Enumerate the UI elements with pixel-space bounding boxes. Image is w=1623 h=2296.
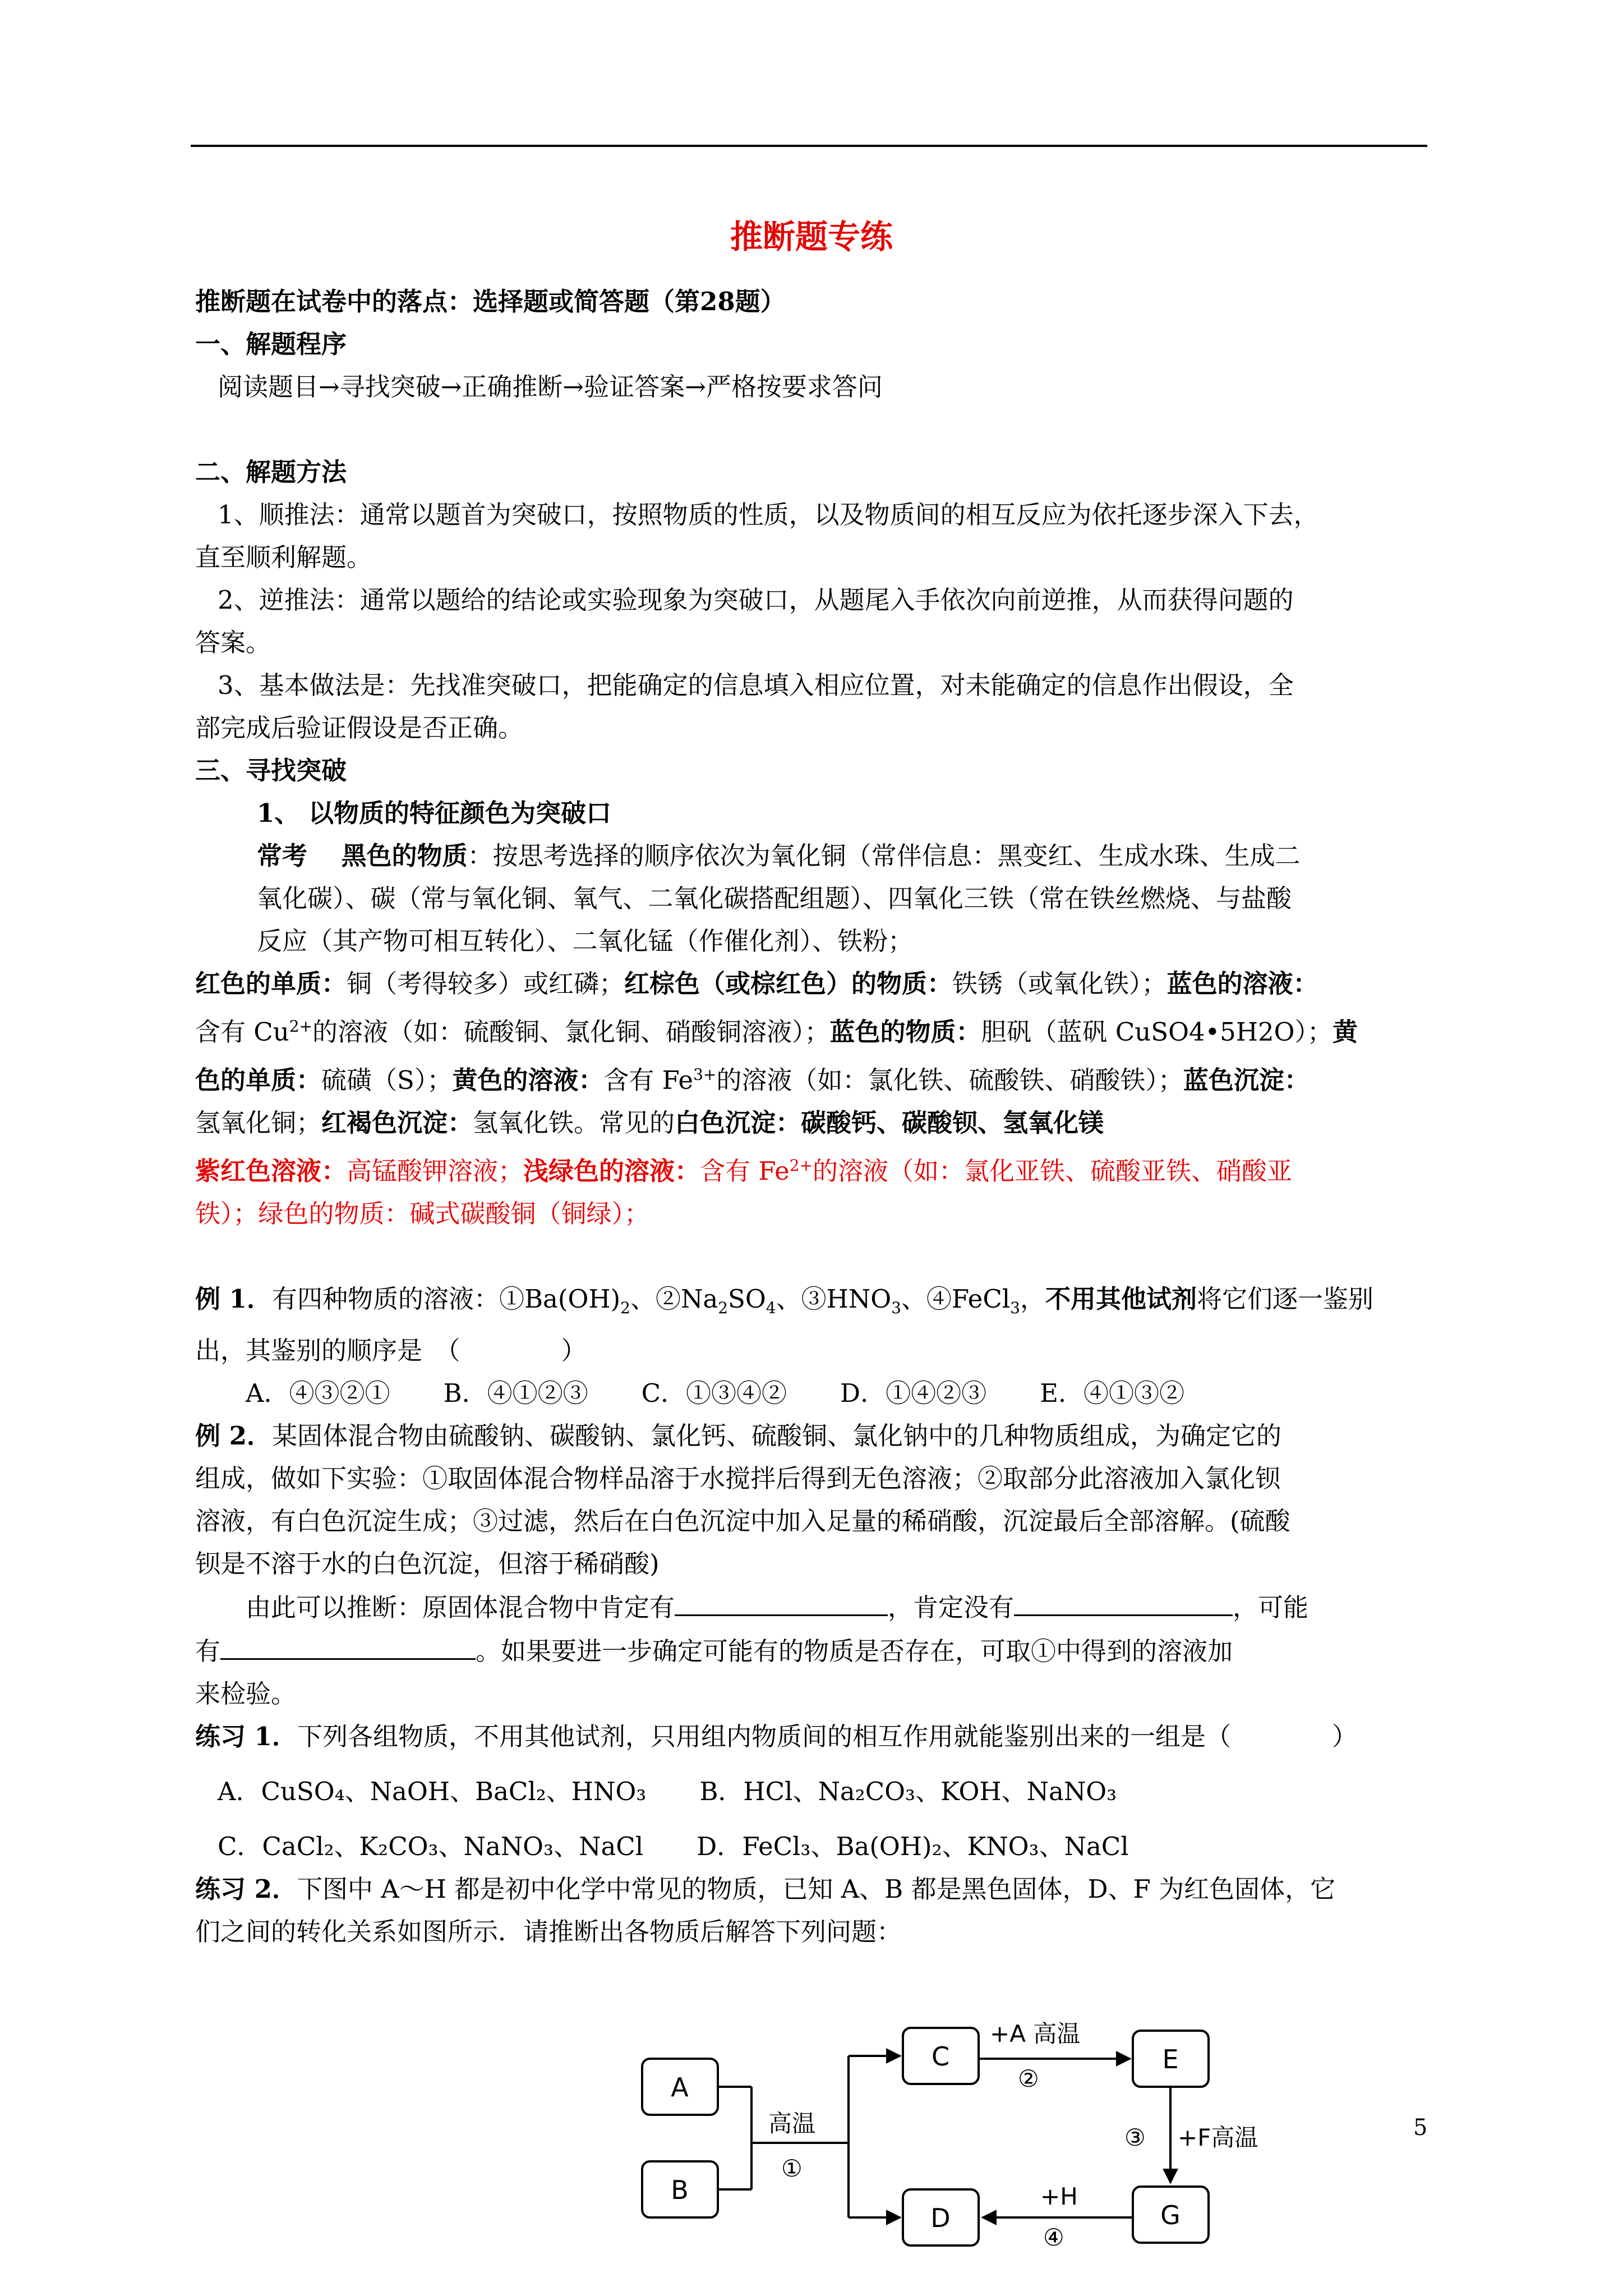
reaction-1-condition: 高温 xyxy=(768,2110,816,2137)
example1-line1: 例 1．有四种物质的溶液：$①Ba(OH)_2$、$②Na_2SO_4$、$③HNO_3$、④FeCl$_3$，不用其他试剂将它们逐一鉴别 xyxy=(195,1284,1374,1317)
page-title: 推断题专练 xyxy=(730,218,893,256)
node-c-label: C xyxy=(931,2041,950,2072)
practice1-option-a: A．CuSO₄、NaOH、BaCl₂、HNO₃ xyxy=(218,1777,647,1806)
answer-blank-possible[interactable] xyxy=(220,1629,476,1660)
example2-line7: 来检验。 xyxy=(195,1679,297,1709)
reaction-3-number: ③ xyxy=(1124,2124,1146,2151)
practice2-line2: 们之间的转化关系如图所示．请推断出各物质后解答下列问题： xyxy=(195,1917,902,1947)
method1-line1: 1、顺推法：通常以题首为突破口，按照物质的性质，以及物质间的相互反应为依托逐步深入下去， xyxy=(218,500,1319,530)
section3-heading: 三、寻找突破 xyxy=(195,756,347,785)
reaction-4-condition: +H xyxy=(1040,2183,1078,2210)
colors-line5: 紫红色溶液：高锰酸钾溶液；浅绿色的溶液：含有 $Fe^{2+}$的溶液（如：氯化亚铁、硫酸亚铁、硝酸亚 xyxy=(195,1156,1293,1186)
practice1-line1: 练习 1．下列各组物质，不用其他试剂，只用组内物质间的相互作用就能鉴别出来的一组是（ ） xyxy=(195,1722,1357,1751)
colors-line6: 铁）；绿色的物质：碱式碳酸铜（铜绿）； xyxy=(195,1199,650,1228)
black-substances-label: 常考 黑色的物质 xyxy=(257,841,468,871)
answer-blank-absent[interactable] xyxy=(1014,1585,1233,1616)
method3-line1: 3、基本做法是：先找准突破口，把能确定的信息填入相应位置，对未能确定的信息作出假设，全 xyxy=(218,670,1294,700)
reaction-diagram xyxy=(631,2011,1258,2275)
example1-option-d: D．①④②③ xyxy=(840,1378,987,1408)
example1-option-c: C．①③④② xyxy=(641,1378,787,1408)
page-number: 5 xyxy=(1413,2115,1428,2141)
colors-line4: 氢氧化铜；红褐色沉淀：氢氧化铁。常见的白色沉淀：碳酸钙、碳酸钡、氢氧化镁 xyxy=(195,1108,1104,1138)
practice2-line1: 练习 2．下图中 A～H 都是初中化学中常见的物质，已知 A、B 都是黑色固体，D、F 为红色固体，它 xyxy=(195,1874,1336,1904)
answer-blank-definite[interactable] xyxy=(675,1585,888,1616)
reaction-2-condition: +A 高温 xyxy=(990,2020,1081,2047)
header-rule xyxy=(191,145,1427,147)
section1-heading: 一、解题程序 xyxy=(195,329,347,359)
node-a-label: A xyxy=(671,2072,689,2102)
practice1-options-row1 xyxy=(195,1770,1429,1813)
colors-line2: 含有 $Cu^{2+}$的溶液（如：硫酸铜、氯化铜、硝酸铜溶液）；蓝色的物质：胆矾（蓝矾 CuSO4•5H2O）；黄 xyxy=(195,1017,1358,1047)
example1-option-e: E．④①③② xyxy=(1040,1378,1184,1408)
colors-line3: 色的单质：硫磺（S）；黄色的溶液：含有 $Fe^{3+}$的溶液（如：氯化铁、硫酸铁、硝酸铁）；蓝色沉淀： xyxy=(195,1065,1310,1095)
section3-subheading: 1、 以物质的特征颜色为突破口 xyxy=(257,798,611,828)
method3-line2: 部完成后验证假设是否正确。 xyxy=(195,713,524,743)
document-body xyxy=(195,280,1429,1953)
reaction-3-condition: +F高温 xyxy=(1178,2124,1258,2151)
example2-line1: 例 2．某固体混合物由硫酸钠、碳酸钠、氯化钙、硫酸铜、氯化钠中的几种物质组成，为确定它的 xyxy=(195,1421,1281,1451)
practice1-options-row2 xyxy=(195,1825,1429,1868)
example2-line6: 有 。如果要进一步确定可能有的物质是否存在，可取①中得到的溶液加 xyxy=(195,1629,1429,1673)
node-d-label: D xyxy=(930,2203,951,2233)
example2-line5: 由此可以推断：原固体混合物中肯定有 ，肯定没有 ，可能 xyxy=(195,1585,1429,1629)
example2-line3: 溶液，有白色沉淀生成；③过滤，然后在白色沉淀中加入足量的稀硝酸，沉淀最后全部溶解。(硫酸 xyxy=(195,1506,1290,1536)
reaction-2-number: ② xyxy=(1018,2065,1039,2092)
black-substances-line1: 常考 黑色的物质：按思考选择的顺序依次为氧化铜（常伴信息：黑变红、生成水珠、生成二 xyxy=(257,841,1301,871)
example1-options xyxy=(195,1372,1429,1415)
section1-text: 阅读题目→寻找突破→正确推断→验证答案→严格按要求答问 xyxy=(218,372,883,402)
practice1-option-c: C．CaCl₂、K₂CO₃、NaNO₃、NaCl xyxy=(218,1832,644,1861)
reaction-1-number: ① xyxy=(781,2155,803,2182)
black-substances-line2: 氧化碳）、碳（常与氧化铜、氧气、二氧化碳搭配组题）、四氧化三铁（常在铁丝燃烧、与盐酸 xyxy=(257,884,1292,913)
method1-line2: 直至顺利解题。 xyxy=(195,542,372,572)
black-substances-line3: 反应（其产物可相互转化）、二氧化锰（作催化剂）、铁粉； xyxy=(257,926,914,956)
section2-heading: 二、解题方法 xyxy=(195,457,347,487)
reaction-4-number: ④ xyxy=(1043,2224,1064,2251)
node-b-label: B xyxy=(671,2175,689,2205)
practice1-option-d: D．FeCl₃、Ba(OH)₂、KNO₃、NaCl xyxy=(697,1832,1129,1861)
practice1-option-b: B．HCl、Na₂CO₃、KOH、NaNO₃ xyxy=(699,1777,1117,1806)
example2-line2: 组成，做如下实验：①取固体混合物样品溶于水搅拌后得到无色溶液；②取部分此溶液加入氯化钡 xyxy=(195,1464,1281,1493)
example2-line4: 钡是不溶于水的白色沉淀，但溶于稀硝酸) xyxy=(195,1549,660,1579)
node-e-label: E xyxy=(1162,2044,1179,2074)
node-g-label: G xyxy=(1160,2200,1181,2230)
colors-line1: 红色的单质：铜（考得较多）或红磷；红棕色（或棕红色）的物质：铁锈（或氧化铁）；蓝色的溶液： xyxy=(195,969,1318,999)
method2-line1: 2、逆推法：通常以题给的结论或实验现象为突破口，从题尾入手依次向前逆推，从而获得问题的 xyxy=(218,585,1294,615)
example1-option-b: B．④①②③ xyxy=(443,1378,588,1408)
intro-line: 推断题在试卷中的落点：选择题或简答题（第28题） xyxy=(195,287,786,316)
example1-option-a: A．④③②① xyxy=(246,1378,390,1408)
example1-line2: 出，其鉴别的顺序是 （ ） xyxy=(195,1336,587,1365)
method2-line2: 答案。 xyxy=(195,628,271,657)
